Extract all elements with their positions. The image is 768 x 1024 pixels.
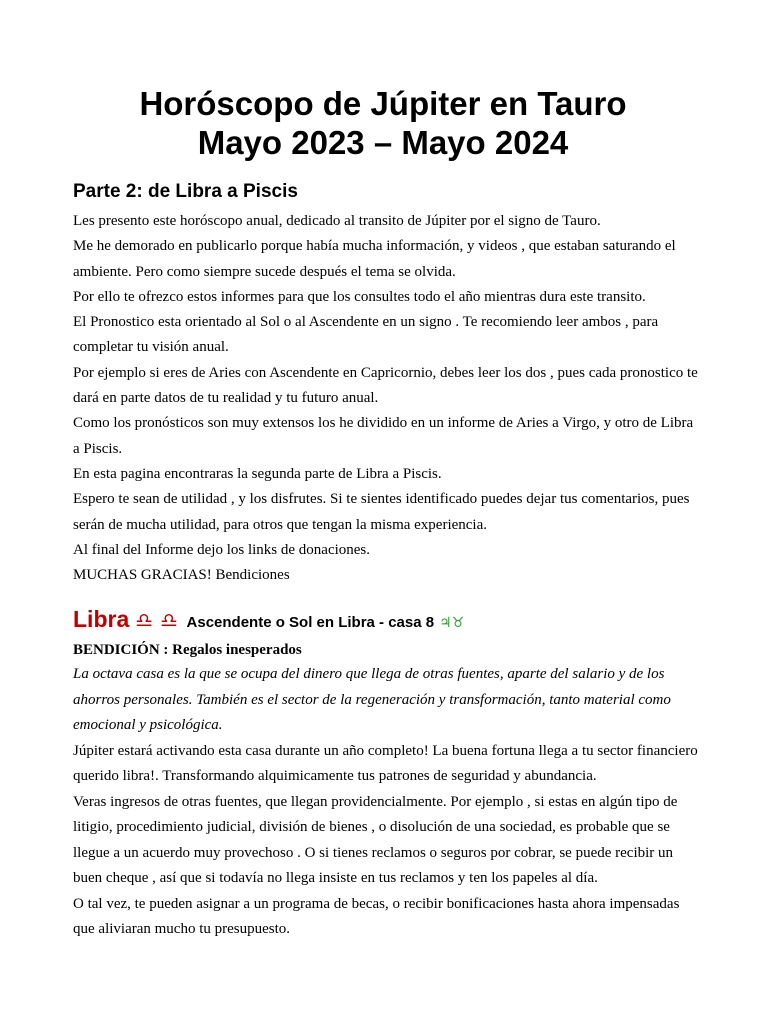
intro-paragraph: En esta pagina encontraras la segunda parte de Libra a Piscis. [73, 465, 442, 482]
intro-paragraph: Por ejemplo si eres de Aries con Ascendente en Capricornio, debes leer los dos , pues cada pronostico te dará en parte datos de tu realidad y tu futuro anual. [73, 364, 698, 407]
intro-paragraph: Al final del Informe dejo los links de donaciones. [73, 541, 371, 558]
libra-body-text [73, 662, 703, 943]
libra-bendicion: BENDICIÓN : Regalos inesperados [73, 642, 302, 658]
libra-ascendente-label: Ascendente o Sol en Libra - casa 8 [186, 614, 435, 631]
intro-text [73, 209, 703, 588]
jupiter-taurus-icon: ♃♉ [439, 615, 465, 631]
intro-paragraph: El Pronostico esta orientado al Sol o al Ascendente en un signo . Te recomiendo leer ambos , para completar tu visión anual. [73, 314, 659, 356]
intro-paragraph: MUCHAS GRACIAS! Bendiciones [73, 567, 290, 584]
page-title [73, 84, 693, 162]
intro-paragraph: Les presento este horóscopo anual, dedicado al transito de Júpiter por el signo de Tauro. [73, 213, 601, 229]
title-line-2: Mayo 2023 – Mayo 2024 [197, 124, 569, 161]
libra-symbol-icon: ♎ ♎︎ [135, 608, 179, 632]
intro-paragraph: Me he demorado en publicarlo porque había mucha información, y videos , que estaban saturando el ambiente. Pero como siempre sucede después el tema se olvida. [73, 238, 676, 280]
title-line-1: Horóscopo de Júpiter en Tauro [139, 85, 627, 122]
libra-paragraph: O tal vez, te pueden asignar a un programa de becas, o recibir bonificaciones hasta ahora impensadas que aliviaran mucho tu presupuesto. [73, 895, 680, 937]
section-subtitle: Parte 2: de Libra a Piscis [73, 181, 298, 202]
libra-sign-name: Libra [73, 606, 130, 632]
libra-heading [73, 606, 464, 633]
libra-paragraph: Júpiter estará activando esta casa durante un año completo! La buena fortuna llega a tu sector financiero querido libra!. Transformando alquimicamente tus patrones de seguridad y abundancia. [73, 742, 698, 784]
intro-paragraph: Como los pronósticos son muy extensos los he dividido en un informe de Aries a Virgo, y otro de Libra a Piscis. [73, 415, 694, 457]
libra-italic-paragraph: La octava casa es la que se ocupa del dinero que llega de otras fuentes, aparte del salario y de los ahorros personales. También es el sector de la regeneración y transformación, tanto material como emocional y psicológica. [73, 666, 671, 733]
intro-paragraph: Espero te sean de utilidad , y los disfrutes. Si te sientes identificado puedes dejar tus comentarios, pues serán de mucha utilidad, para otros que tengan la misma experiencia. [73, 491, 690, 533]
libra-paragraph: Veras ingresos de otras fuentes, que llegan providencialmente. Por ejemplo , si estas en algún tipo de litigio, procedimiento judicial, división de bienes , o disolución de una sociedad, es probable que se llegue a un acuerdo muy provechoso . O si tienes reclamos o seguros por cobrar, se puede recibir un buen cheque , así que si todavía no llega insiste en tus reclamos y ten los papeles al día. [73, 793, 678, 886]
intro-paragraph: Por ello te ofrezco estos informes para que los consultes todo el año mientras dura este transito. [73, 288, 646, 305]
